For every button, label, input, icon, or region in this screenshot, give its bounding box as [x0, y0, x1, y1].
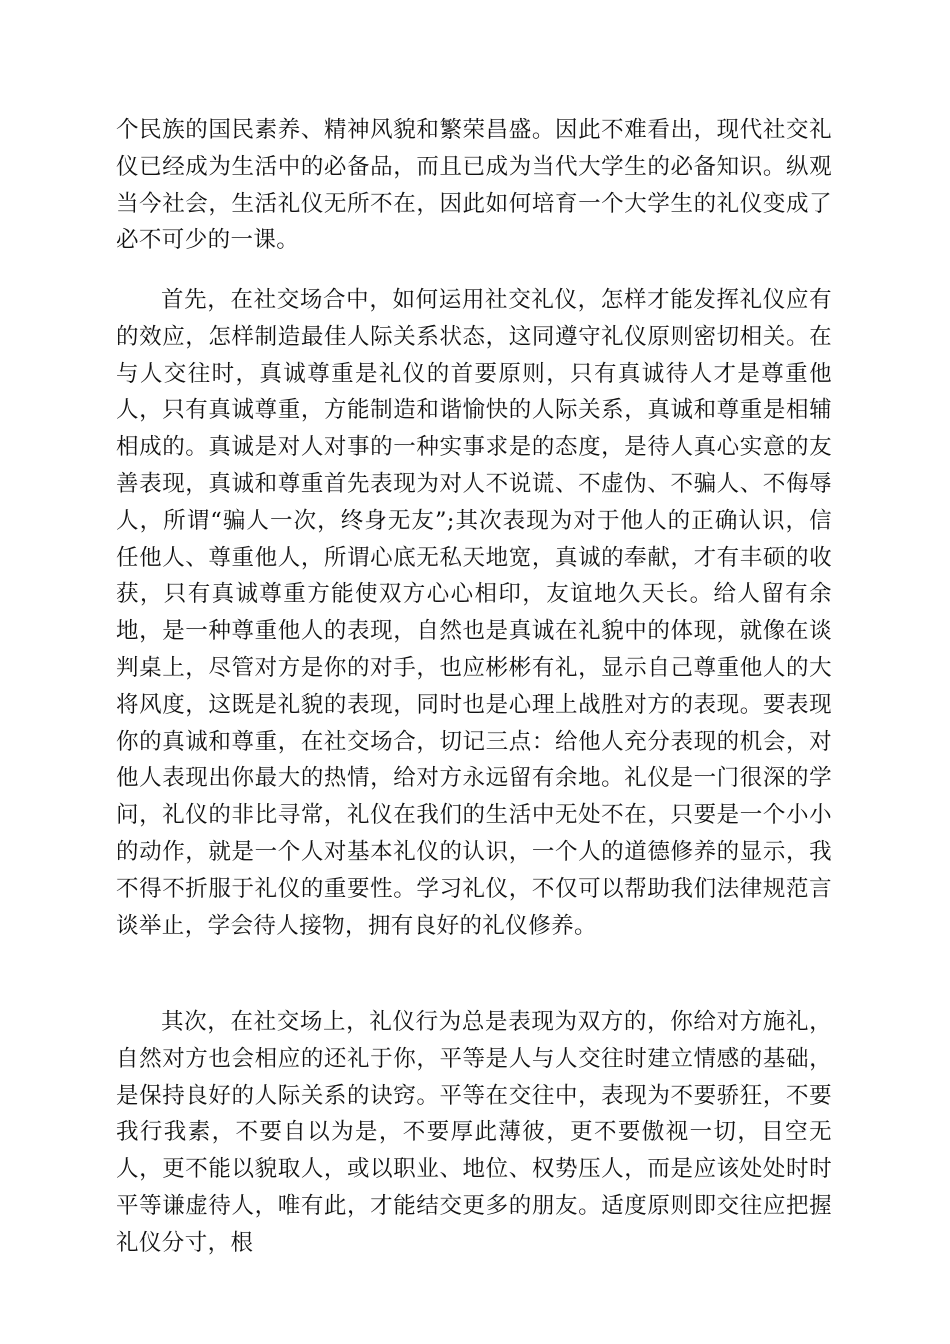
paragraph-second-point — [116, 1004, 832, 1262]
paragraph-3-text: 其次，在社交场上，礼仪行为总是表现为双方的，你给对方施礼，自然对方也会相应的还礼于你，平等是人与人交往时建立情感的基础，是保持良好的人际关系的诀窍。平等在交往中，表现为不要骄狂，不要我行我素，不要自以为是，不要厚此薄彼，更不要傲视一切，目空无人，更不能以貌取人，或以职业、地位、权势压人，而是应该处处时时平等谦虚待人，唯有此，才能结交更多的朋友。适度原则即交往应把握礼仪分寸，根 — [116, 1009, 832, 1256]
paragraph-2-text: 首先，在社交场合中，如何运用社交礼仪，怎样才能发挥礼仪应有的效应，怎样制造最佳人际关系状态，这同遵守礼仪原则密切相关。在与人交往时，真诚尊重是礼仪的首要原则，只有真诚待人才是尊重他人，只有真诚尊重，方能制造和谐愉快的人际关系，真诚和尊重是相辅相成的。真诚是对人对事的一种实事求是的态度，是待人真心实意的友善表现，真诚和尊重首先表现为对人不说谎、不虚伪、不骗人、不侮辱人，所谓“骗人一次，终身无友”;其次表现为对于他人的正确认识，信任他人、尊重他人，所谓心底无私天地宽，真诚的奉献，才有丰硕的收获，只有真诚尊重方能使双方心心相印，友谊地久天长。给人留有余地，是一种尊重他人的表现，自然也是真诚在礼貌中的体现，就像在谈判桌上，尽管对方是你的对手，也应彬彬有礼，显示自己尊重他人的大将风度，这既是礼貌的表现，同时也是心理上战胜对方的表现。要表现你的真诚和尊重，在社交场合，切记三点：给他人充分表现的机会，对他人表现出你最大的热情，给对方永远留有余地。礼仪是一门很深的学问，礼仪的非比寻常，礼仪在我们的生活中无处不在，只要是一个小小的动作，就是一个人对基本礼仪的认识，一个人的道德修养的显示，我不得不折服于礼仪的重要性。学习礼仪，不仅可以帮助我们法律规范言谈举止，学会待人接物，拥有良好的礼仪修养。 — [116, 287, 832, 939]
paragraph-first-point — [116, 282, 832, 944]
paragraph-continuation — [116, 112, 832, 259]
paragraph-1-text: 个民族的国民素养、精神风貌和繁荣昌盛。因此不难看出，现代社交礼仪已经成为生活中的必备品，而且已成为当代大学生的必备知识。纵观当今社会，生活礼仪无所不在，因此如何培育一个大学生的礼仪变成了必不可少的一课。 — [116, 117, 832, 254]
